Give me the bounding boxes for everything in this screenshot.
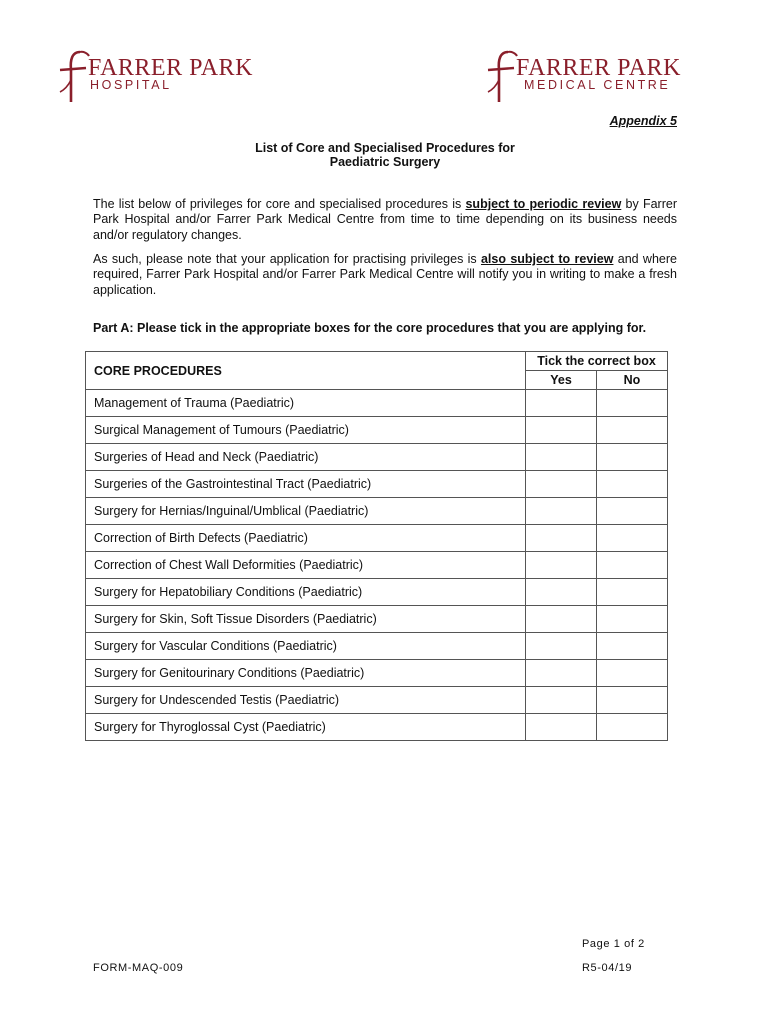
tick-box-no[interactable] <box>597 498 668 525</box>
procedure-label: Surgery for Hepatobiliary Conditions (Paediatric) <box>86 579 526 606</box>
procedure-label: Surgery for Hernias/Inguinal/Umblical (Paediatric) <box>86 498 526 525</box>
tick-box-yes[interactable] <box>526 471 597 498</box>
page-number: Page 1 of 2 <box>582 938 645 950</box>
tick-box-no[interactable] <box>597 390 668 417</box>
tick-box-no[interactable] <box>597 687 668 714</box>
intro-text-pre: The list below of privileges for core and specialised procedures is <box>93 197 466 211</box>
tick-box-no[interactable] <box>597 417 668 444</box>
medical-centre-logo-sub: MEDICAL CENTRE <box>524 78 671 92</box>
table-row <box>86 444 668 471</box>
table-row <box>86 471 668 498</box>
tick-box-no[interactable] <box>597 444 668 471</box>
fp-monogram-icon <box>58 46 92 106</box>
header-tick-correct-box: Tick the correct box <box>526 352 668 371</box>
review-emphasis: also subject to review <box>480 252 614 266</box>
intro-emphasis: subject to periodic review <box>465 197 622 211</box>
tick-box-yes[interactable] <box>526 714 597 741</box>
tick-box-yes[interactable] <box>526 390 597 417</box>
medical-centre-logo <box>486 46 686 106</box>
tick-box-no[interactable] <box>597 579 668 606</box>
tick-box-no[interactable] <box>597 525 668 552</box>
document-title-line2: Paediatric Surgery <box>329 155 441 169</box>
appendix-label: Appendix 5 <box>609 114 677 128</box>
review-paragraph <box>93 252 677 298</box>
table-row <box>86 579 668 606</box>
header-yes: Yes <box>526 371 597 390</box>
header-no: No <box>597 371 668 390</box>
table-row <box>86 606 668 633</box>
procedure-label: Surgeries of Head and Neck (Paediatric) <box>86 444 526 471</box>
header-core-procedures: CORE PROCEDURES <box>86 352 526 390</box>
table-row <box>86 390 668 417</box>
intro-text-post: by Farrer Park Hospital and/or Farrer Park Medical Centre from time to time depending on its business needs and/or regulatory changes. <box>93 197 677 242</box>
hospital-logo-name: FARRER PARK <box>88 55 253 81</box>
table-row <box>86 687 668 714</box>
tick-box-no[interactable] <box>597 471 668 498</box>
review-text-pre: As such, please note that your application for practising privileges is <box>93 252 481 266</box>
table-row <box>86 525 668 552</box>
hospital-logo <box>58 46 258 106</box>
part-a-instruction: Part A: Please tick in the appropriate boxes for the core procedures that you are applying for. <box>93 321 647 335</box>
intro-paragraph <box>93 197 677 243</box>
review-text-post: and where required, Farrer Park Hospital and/or Farrer Park Medical Centre will notify you in writing to make a fresh application. <box>93 252 677 297</box>
medical-centre-logo-name: FARRER PARK <box>516 55 681 81</box>
core-procedures-table <box>85 351 668 741</box>
table-row <box>86 660 668 687</box>
tick-box-yes[interactable] <box>526 579 597 606</box>
revision-code: R5-04/19 <box>582 962 633 974</box>
table-row <box>86 552 668 579</box>
table-row <box>86 417 668 444</box>
procedure-label: Surgeries of the Gastrointestinal Tract (Paediatric) <box>86 471 526 498</box>
tick-box-yes[interactable] <box>526 444 597 471</box>
tick-box-yes[interactable] <box>526 417 597 444</box>
procedure-label: Correction of Chest Wall Deformities (Paediatric) <box>86 552 526 579</box>
tick-box-no[interactable] <box>597 606 668 633</box>
table-row <box>86 498 668 525</box>
procedure-label: Correction of Birth Defects (Paediatric) <box>86 525 526 552</box>
procedure-label: Surgical Management of Tumours (Paediatric) <box>86 417 526 444</box>
tick-box-no[interactable] <box>597 714 668 741</box>
fp-monogram-icon <box>486 46 520 106</box>
procedure-label: Surgery for Genitourinary Conditions (Paediatric) <box>86 660 526 687</box>
hospital-logo-sub: HOSPITAL <box>90 78 172 92</box>
tick-box-yes[interactable] <box>526 660 597 687</box>
form-code: FORM-MAQ-009 <box>93 962 184 974</box>
tick-box-yes[interactable] <box>526 633 597 660</box>
document-title-line1: List of Core and Specialised Procedures for <box>255 141 515 155</box>
procedure-label: Surgery for Thyroglossal Cyst (Paediatric) <box>86 714 526 741</box>
tick-box-yes[interactable] <box>526 687 597 714</box>
tick-box-yes[interactable] <box>526 525 597 552</box>
tick-box-yes[interactable] <box>526 552 597 579</box>
procedure-label: Management of Trauma (Paediatric) <box>86 390 526 417</box>
procedure-label: Surgery for Vascular Conditions (Paediatric) <box>86 633 526 660</box>
tick-box-no[interactable] <box>597 552 668 579</box>
tick-box-no[interactable] <box>597 633 668 660</box>
tick-box-yes[interactable] <box>526 606 597 633</box>
tick-box-no[interactable] <box>597 660 668 687</box>
procedure-label: Surgery for Skin, Soft Tissue Disorders (Paediatric) <box>86 606 526 633</box>
table-row <box>86 714 668 741</box>
tick-box-yes[interactable] <box>526 498 597 525</box>
procedure-label: Surgery for Undescended Testis (Paediatric) <box>86 687 526 714</box>
table-row <box>86 633 668 660</box>
